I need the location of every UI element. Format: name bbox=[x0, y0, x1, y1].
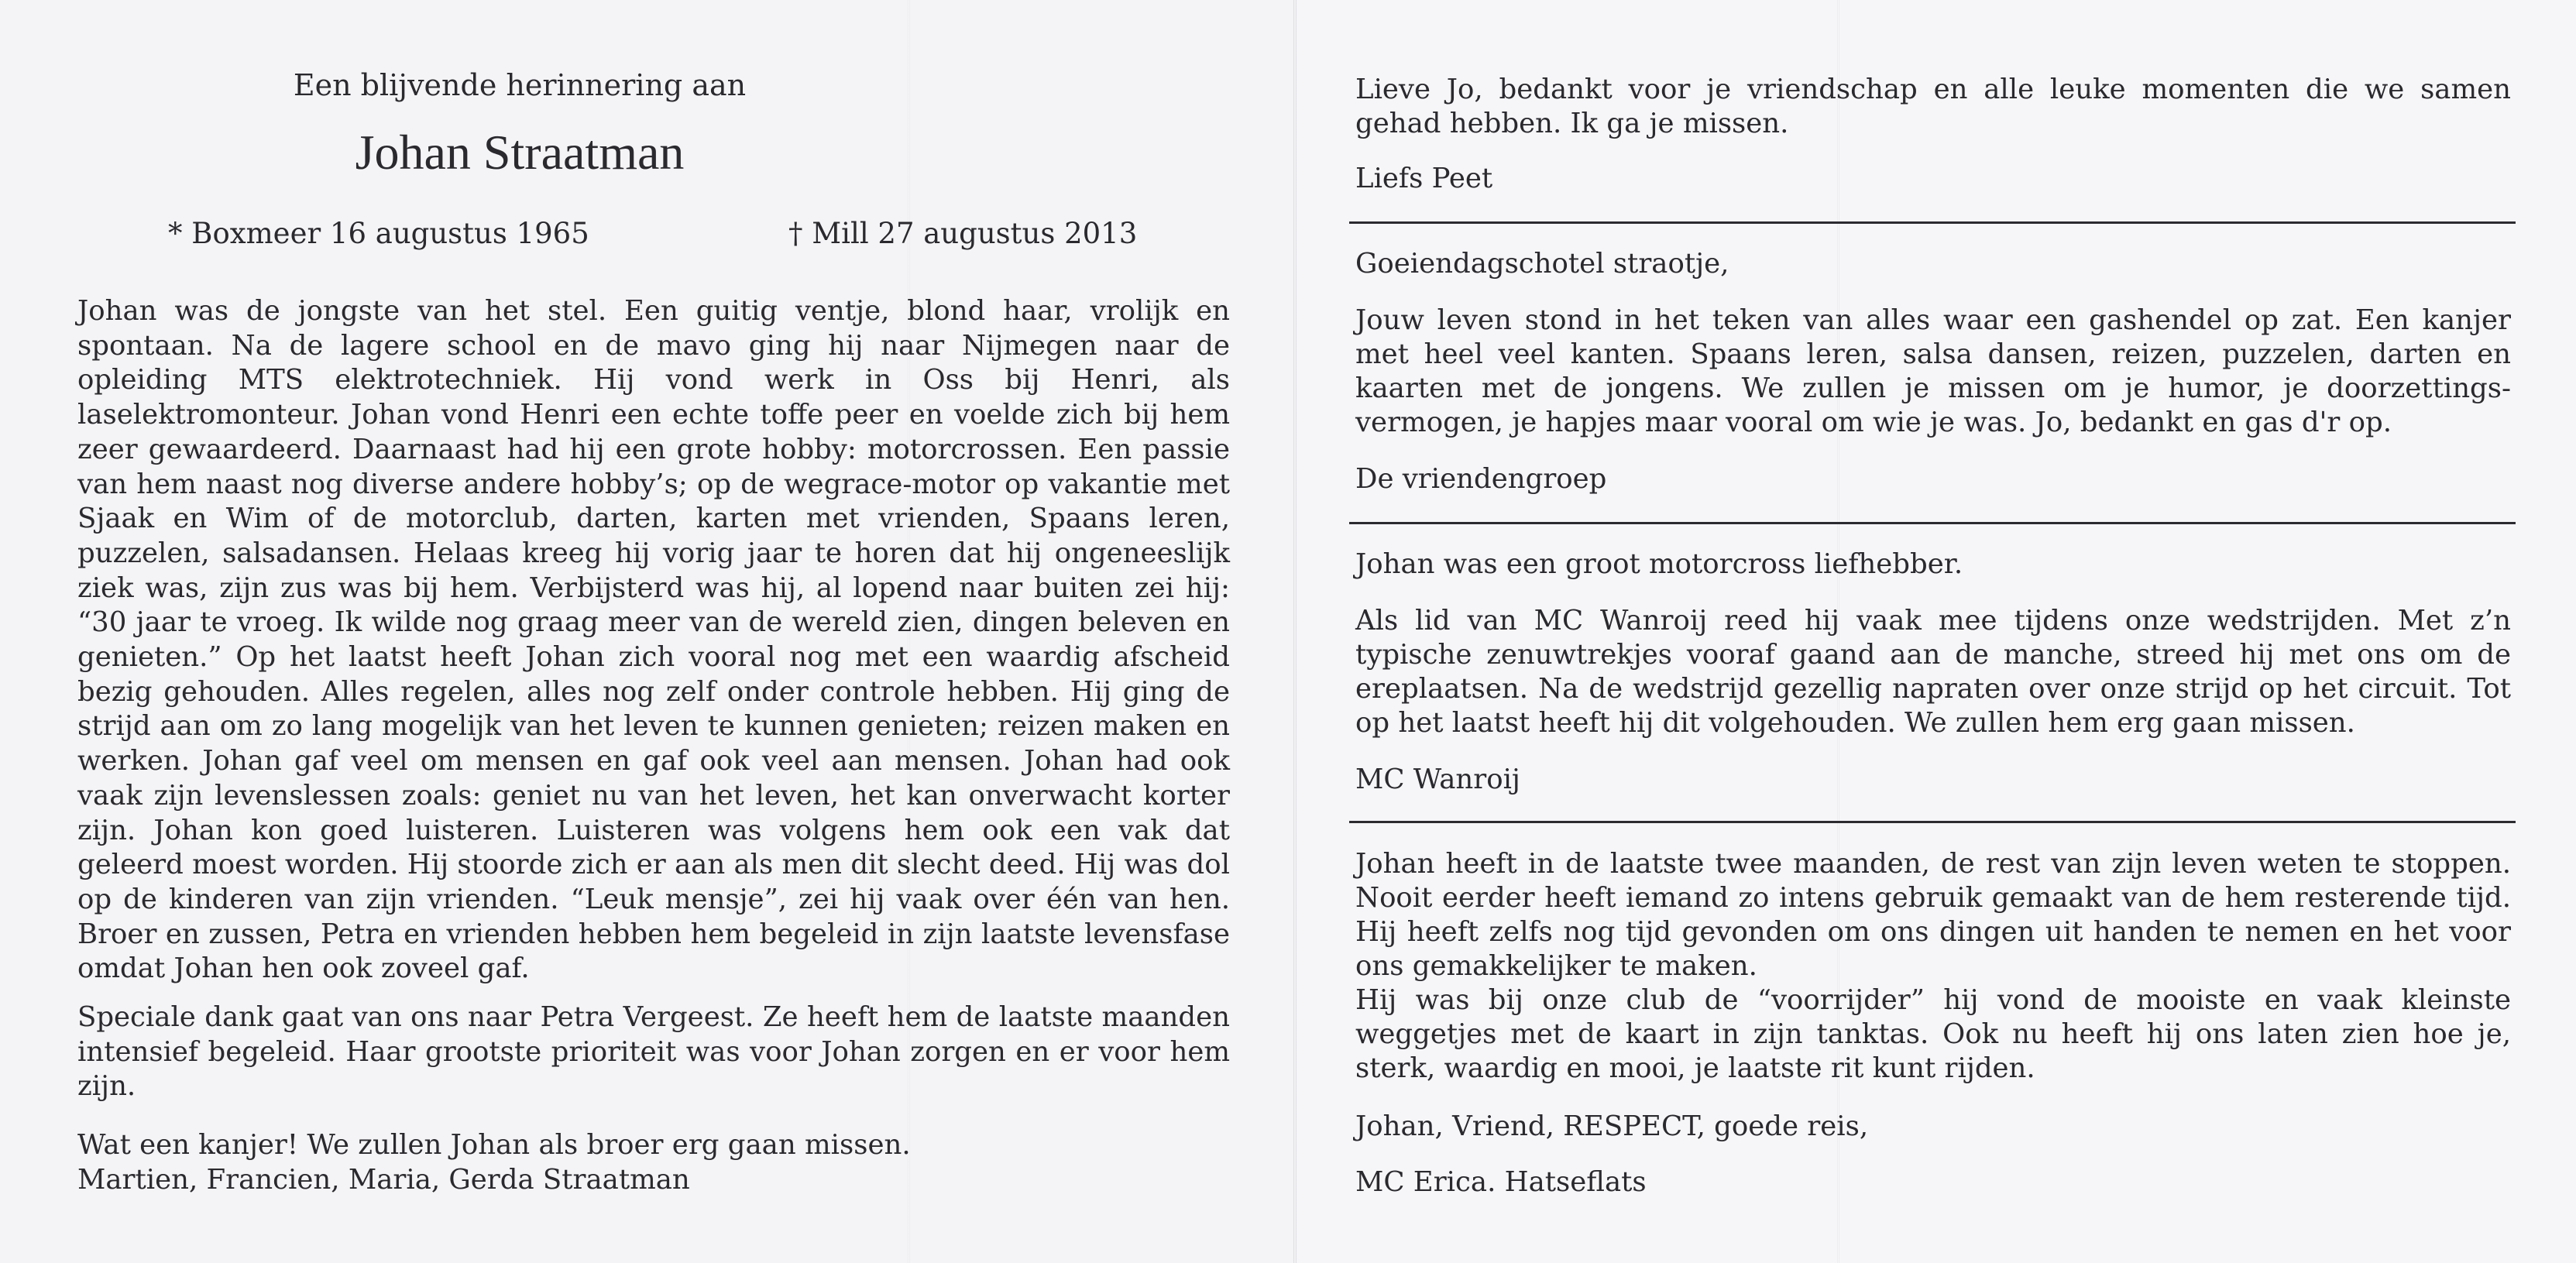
divider bbox=[1349, 522, 2516, 524]
birth-date: * Boxmeer 16 augustus 1965 bbox=[168, 217, 589, 250]
thanks-paragraph bbox=[77, 1000, 1230, 1104]
divider bbox=[1349, 821, 2516, 823]
message-erica bbox=[1355, 847, 2511, 1086]
closing-line: Wat een kanjer! We zullen Johan als broer erg gaan missen. bbox=[77, 1129, 911, 1161]
deceased-name: Johan Straatman bbox=[355, 125, 685, 180]
message-peet-text: Lieve Jo, bedankt voor je vriendschap en alle leuke momenten die we samen gehad hebben. Ik ga je missen. bbox=[1355, 74, 2511, 139]
message-vriendengroep bbox=[1355, 304, 2511, 440]
signature-peet: Liefs Peet bbox=[1355, 163, 1493, 194]
message-vriendengroep-text: Jouw leven stond in het teken van alles waar een gashendel op zat. Een kanjer met heel veel kanten. Spaans leren, salsa dansen, reizen, puzzelen, darten en kaarten met de jongens. We zullen je missen om je humor, je doorzettings-vermogen, je hapjes maar vooral om wie je was. Jo, bedankt en gas d'r op. bbox=[1355, 304, 2511, 438]
signature-vriendengroep: De vriendengroep bbox=[1355, 463, 1607, 495]
death-date: † Mill 27 augustus 2013 bbox=[788, 217, 1138, 250]
message-wanroij-intro: Johan was een groot motorcross liefhebber. bbox=[1355, 548, 1963, 580]
family-signature: Martien, Francien, Maria, Gerda Straatman bbox=[77, 1163, 690, 1196]
biography-text: Johan was de jongste van het stel. Een guitig ventje, blond haar, vrolijk en spontaan. Na de lagere school en de mavo ging hij naar Nijmegen naar de opleiding MTS elektrotechniek. Hij vond werk in Oss bij Henri, als laselektromonteur. Johan vond Henri een echte toffe peer en voelde zich bij hem zeer gewaardeerd. Daarnaast had hij een grote hobby: motorcrossen. Een passie van hem naast nog diverse andere hobby’s; op de wegrace-motor op vakantie met Sjaak en Wim of de motorclub, darten, karten met vrienden, Spaans leren, puzzelen, salsadansen. Helaas kreeg hij vorig jaar te horen dat hij ongeneeslijk ziek was, zijn zus was bij hem. Verbijsterd was hij, al lopend naar buiten zei hij: “30 jaar te vroeg. Ik wilde nog graag meer van de wereld zien, dingen beleven en genieten.” Op het laatst heeft Johan zich vooral nog met een waardig afscheid bezig gehouden. Alles regelen, alles nog zelf onder controle hebben. Hij ging de strijd aan om zo lang mogelijk van het leven te kunnen genieten; reizen maken en werken. Johan gaf veel om mensen en gaf ook veel aan mensen. Johan had ook vaak zijn levenslessen zoals: geniet nu van het leven, het kan onverwacht korter zijn. Johan kon goed luisteren. Luisteren was volgens hem ook een vak dat geleerd moest worden. Hij stoorde zich er aan als men dit slecht deed. Hij was dol op de kinderen van zijn vrienden. “Leuk mensje”, zei hij vaak over één van hen. Broer en zussen, Petra en vrienden hebben hem begeleid in zijn laatste levensfase omdat Johan hen ook zoveel gaf. bbox=[77, 295, 1230, 985]
center-fold bbox=[1293, 0, 1297, 1263]
message-erica-text-2: Hij was bij onze club de “voorrijder” hij vond de mooiste en vaak kleinste weggetjes met de kaart in zijn tanktas. Ook nu heeft hij ons laten zien hoe je, sterk, waardig en mooi, je laatste rit kunt rijden. bbox=[1355, 984, 2511, 1084]
message-wanroij bbox=[1355, 604, 2511, 740]
family-closing bbox=[77, 1128, 1230, 1197]
message-erica-farewell: Johan, Vriend, RESPECT, goede reis, bbox=[1355, 1110, 1869, 1142]
signature-erica: MC Erica. Hatseflats bbox=[1355, 1166, 1647, 1198]
biography-paragraph bbox=[77, 294, 1230, 987]
divider bbox=[1349, 221, 2516, 224]
message-vriendengroep-greeting: Goeiendagschotel straotje, bbox=[1355, 248, 1729, 280]
memorial-subtitle: Een blijvende herinnering aan bbox=[293, 68, 747, 102]
message-peet bbox=[1355, 73, 2511, 141]
message-wanroij-text: Als lid van MC Wanroij reed hij vaak mee tijdens onze wedstrijden. Met z’n typische zenuwtrekjes vooraf gaand aan de manche, streed hij met ons om de ereplaatsen. Na de wedstrijd gezellig napraten over onze strijd op het circuit. Tot op het laatst heeft hij dit volgehouden. We zullen hem erg gaan missen. bbox=[1355, 605, 2511, 739]
message-erica-text-1: Johan heeft in de laatste twee maanden, de rest van zijn leven weten te stoppen. Nooit eerder heeft iemand zo intens gebruik gemaakt van de hem resterende tijd. Hij heeft zelfs nog tijd gevonden om ons dingen uit handen te nemen en het voor ons gemakkelijker te maken. bbox=[1355, 848, 2511, 982]
signature-wanroij: MC Wanroij bbox=[1355, 764, 1520, 795]
thanks-text: Speciale dank gaat van ons naar Petra Vergeest. Ze heeft hem de laatste maanden intensief begeleid. Haar grootste prioriteit was voor Johan zorgen en er voor hem zijn. bbox=[77, 1001, 1230, 1103]
